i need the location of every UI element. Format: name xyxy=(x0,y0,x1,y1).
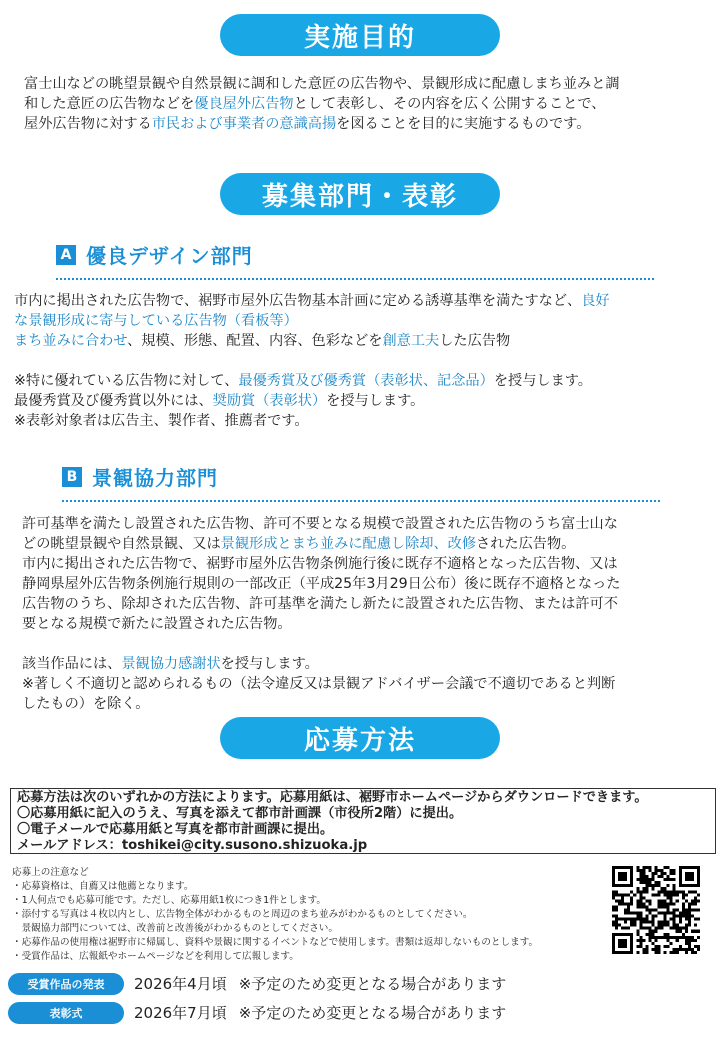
text-line: ※特に優れている広告物に対して、最優秀賞及び優秀賞（表彰状、記念品）を授与します。 xyxy=(14,373,592,389)
schedule-label-announcement: 受賞作品の発表 xyxy=(8,973,124,995)
note-item: ・受賞作品は、広報紙やホームページなどを利用して広報します。 xyxy=(12,951,299,962)
category-a-title: 優良デザイン部門 xyxy=(86,244,253,268)
application-option-paper: 〇応募用紙に記入のうえ、写真を添えて都市計画課（市役所2階）に提出。 xyxy=(17,806,463,821)
text-line: 該当作品には、景観協力感謝状を授与します。 xyxy=(22,656,319,672)
section-title-categories: 募集部門・表彰 xyxy=(220,173,500,215)
note-item: ・応募資格は、自薦又は他薦となります。 xyxy=(12,881,194,892)
text-line: どの眺望景観や自然景観、又は景観形成とまち並みに配慮し除却、改修された広告物。 xyxy=(22,536,576,552)
section-title-purpose: 実施目的 xyxy=(220,14,500,56)
text-line: 屋外広告物に対する市民および事業者の意識高揚を図ることを目的に実施するものです。 xyxy=(24,116,591,132)
text-line xyxy=(22,634,714,654)
note-item: ・応募作品の使用権は裾野市に帰属し、資料や景観に関するイベントなどで使用します。書類は返却しないものとします。 xyxy=(12,937,539,948)
schedule-date: 2026年4月頃 xyxy=(134,975,227,993)
schedule-date: 2026年7月頃 xyxy=(134,1004,227,1022)
category-a-letter: A xyxy=(56,245,76,265)
schedule-note: ※予定のため変更となる場合があります xyxy=(238,1004,507,1022)
text-line: 市内に掲出された広告物で、裾野市屋外広告物基本計画に定める誘導基準を満たすなど、良好 xyxy=(14,293,610,309)
notes-heading: 応募上の注意など xyxy=(12,867,89,878)
text-line: 要となる規模で新たに設置された広告物。 xyxy=(22,616,292,632)
schedule-note: ※予定のため変更となる場合があります xyxy=(238,975,507,993)
text-line xyxy=(14,351,714,371)
text-line: 和した意匠の広告物などを優良屋外広告物として表彰し、その内容を広く公開することで、 xyxy=(24,96,606,112)
schedule-announcement xyxy=(134,973,518,995)
text-line: 最優秀賞及び優秀賞以外には、奨励賞（表彰状）を授与します。 xyxy=(14,393,425,409)
text-line: 市内に掲出された広告物で、裾野市屋外広告物条例施行後に既存不適格となった広告物、又は xyxy=(22,556,618,572)
schedule-label-ceremony: 表彰式 xyxy=(8,1002,124,1024)
text-line: まち並みに合わせ、規模、形態、配置、内容、色彩などを創意工夫した広告物 xyxy=(14,333,511,349)
text-line: ※著しく不適切と認められるもの（法令違反又は景観アドバイザー会議で不適切であると判断 xyxy=(22,676,616,692)
category-a-divider xyxy=(56,278,654,280)
text-line: 広告物のうち、除却された広告物、許可基準を満たし新たに設置された広告物、または許可不 xyxy=(22,596,618,612)
category-b-text xyxy=(22,514,714,714)
category-b-heading xyxy=(62,462,218,491)
purpose-text xyxy=(24,74,704,134)
text-line: な景観形成に寄与している広告物（看板等） xyxy=(14,313,298,329)
text-line: したもの）を除く。 xyxy=(22,696,150,712)
note-item: ・添付する写真は４枚以内とし、広告物全体がわかるものと周辺のまち並みがわかるものとしてください。 xyxy=(12,909,473,920)
category-b-title: 景観協力部門 xyxy=(92,466,218,490)
application-intro: 応募方法は次のいずれかの方法によります。応募用紙は、裾野市ホームページからダウンロードできます。 xyxy=(17,790,648,805)
text-line: 静岡県屋外広告物条例施行規則の一部改正（平成25年3月29日公布）後に既存不適格となった xyxy=(22,576,621,592)
category-b-letter: B xyxy=(62,467,82,487)
application-option-email: 〇電子メールで応募用紙と写真を都市計画課に提出。 xyxy=(17,822,334,837)
application-notes xyxy=(12,866,612,964)
category-b-divider xyxy=(62,500,660,502)
schedule-ceremony xyxy=(134,1002,518,1024)
text-line: ※表彰対象者は広告主、製作者、推薦者です。 xyxy=(14,413,309,429)
section-title-application: 応募方法 xyxy=(220,717,500,759)
email-address[interactable]: メールアドレス：toshikei@city.susono.shizuoka.jp xyxy=(17,838,368,853)
note-item: ・1人何点でも応募可能です。ただし、応募用紙1枚につき1件とします。 xyxy=(12,895,326,906)
application-method-box xyxy=(10,788,716,854)
qr-code-icon[interactable] xyxy=(612,866,700,954)
note-item: 景観協力部門については、改善前と改善後がわかるものとしてください。 xyxy=(12,923,338,934)
text-line: 許可基準を満たし設置された広告物、許可不要となる規模で設置された広告物のうち富士山な xyxy=(22,516,618,532)
category-a-heading xyxy=(56,240,253,269)
category-a-text xyxy=(14,291,714,431)
text-line: 富士山などの眺望景観や自然景観に調和した意匠の広告物や、景観形成に配慮しまち並みと調 xyxy=(24,76,620,92)
